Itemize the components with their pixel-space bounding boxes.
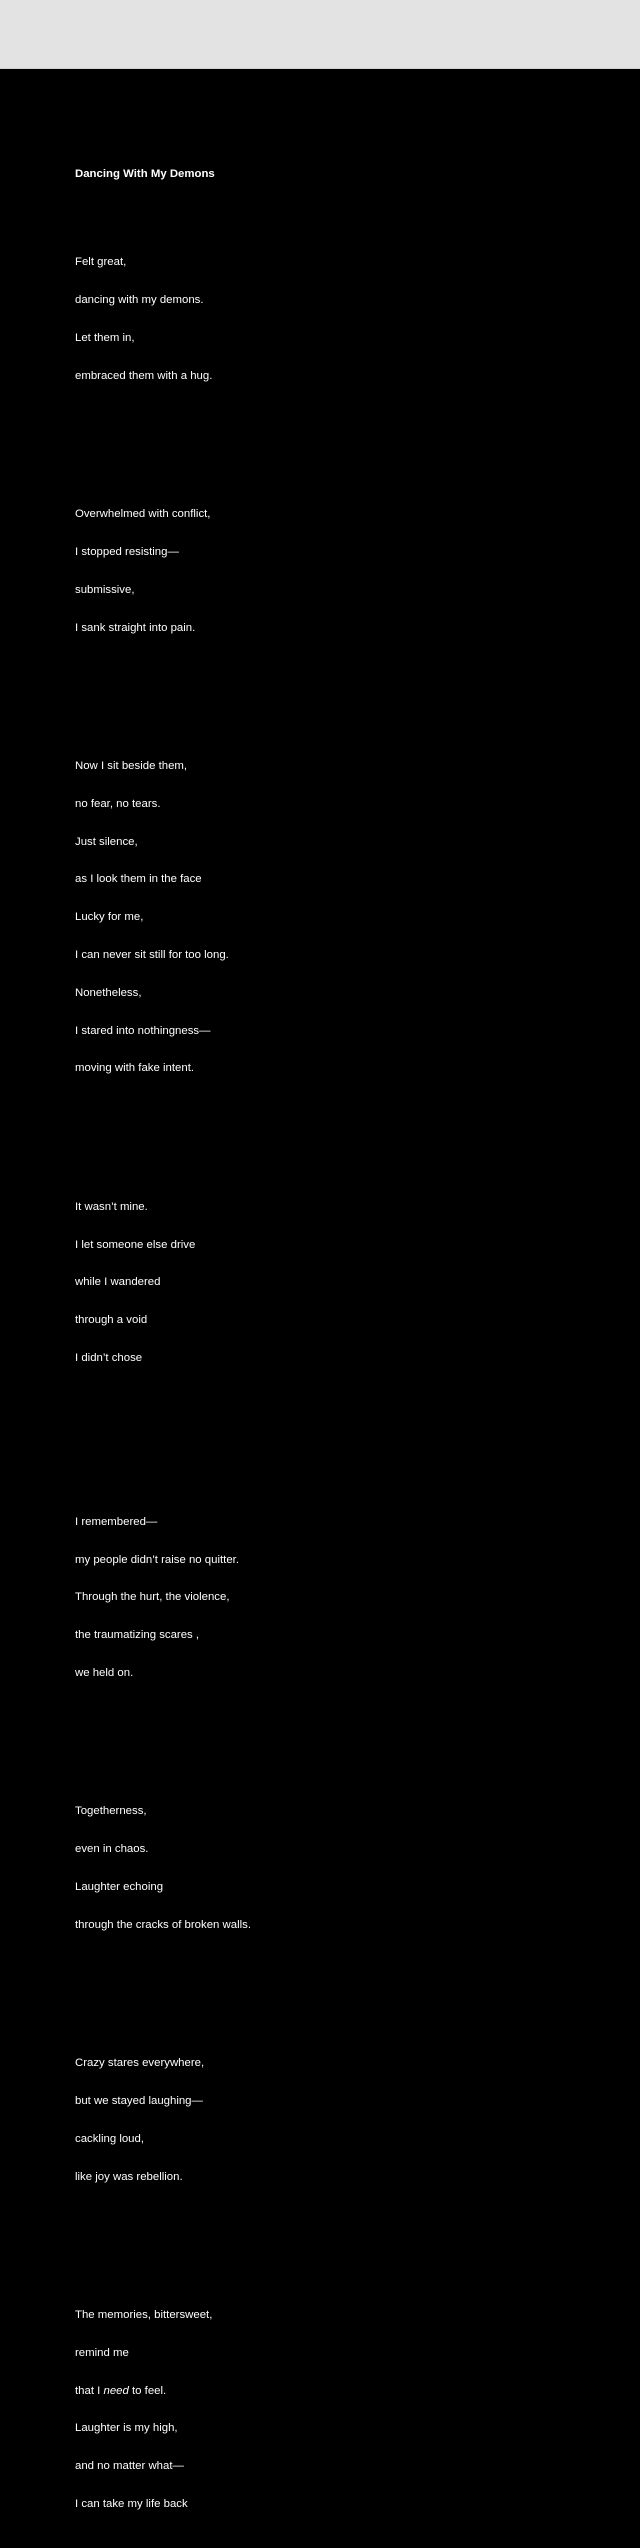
poem-line: I stared into nothingness—: [75, 1024, 211, 1037]
poem-line: Laughter is my high,: [75, 2422, 178, 2435]
poem-line: we held on.: [75, 1666, 134, 1679]
poem-line: I can never sit still for too long.: [75, 949, 229, 961]
poem-line: Laughter echoing: [75, 1880, 164, 1893]
stanza-1: [75, 231, 251, 407]
poem-line: I can take my life back: [75, 2498, 188, 2511]
poem-line: Let them in,: [75, 331, 135, 344]
poem-line: Just silence,: [75, 835, 138, 848]
poem-line: remind me: [75, 2346, 129, 2359]
poem-line: Through the hurt, the violence,: [75, 1591, 230, 1604]
line-text-after: to feel.: [128, 2384, 167, 2397]
top-toolbar-area: [0, 0, 640, 69]
stanza-8: [75, 2284, 251, 2536]
poem-line: submissive,: [75, 583, 135, 596]
poem-line: as I look them in the face: [75, 873, 202, 886]
poem-line: Crazy stares everywhere,: [75, 2057, 205, 2070]
poem-title: Dancing With My Demons: [75, 168, 215, 181]
poem-line: and no matter what—: [75, 2460, 184, 2473]
poem-line: moving with fake intent.: [75, 1062, 195, 1075]
poem-line: Felt great,: [75, 256, 127, 269]
stanza-2: [75, 483, 251, 659]
poem-line: Lucky for me,: [75, 911, 144, 924]
line-text-before: that I: [75, 2384, 104, 2397]
poem-line: through the cracks of broken walls.: [75, 1918, 252, 1931]
stanza-4: [75, 1176, 251, 1390]
poem-line: even in chaos.: [75, 1843, 149, 1856]
poem-line: my people didn’t raise no quitter.: [75, 1553, 239, 1566]
stanza-5: [75, 1491, 251, 1705]
poem-line: cackling loud,: [75, 2132, 145, 2145]
stanza-6: [75, 1780, 251, 1956]
poem-line: I let someone else drive: [75, 1238, 196, 1251]
poem-line: but we stayed laughing—: [75, 2095, 203, 2108]
emphasized-word: need: [103, 2384, 129, 2397]
poem-line-emphasis: [75, 2385, 251, 2398]
poem-line: Now I sit beside them,: [75, 760, 188, 773]
poem-line: like joy was rebellion.: [75, 2170, 183, 2183]
poem-line: through a void: [75, 1314, 148, 1327]
poem: [75, 143, 251, 2548]
stanza-7: [75, 2032, 251, 2208]
poem-line: I remembered—: [75, 1515, 158, 1528]
poem-line: Overwhelmed with conflict,: [75, 508, 211, 521]
poem-line: Togetherness,: [75, 1805, 147, 1818]
poem-line: I sank straight into pain.: [75, 621, 196, 634]
poem-line: dancing with my demons.: [75, 294, 204, 307]
poem-line: It wasn’t mine.: [75, 1200, 148, 1213]
poem-line: no fear, no tears.: [75, 797, 161, 810]
poem-line: embraced them with a hug.: [75, 369, 213, 382]
poem-line: I stopped resisting—: [75, 546, 179, 558]
poem-line: while I wandered: [75, 1276, 161, 1289]
poem-line: Nonetheless,: [75, 986, 142, 999]
stanza-3: [75, 735, 251, 1100]
poem-line: I didn’t chose: [75, 1352, 143, 1364]
poem-line: the traumatizing scares ,: [75, 1629, 200, 1642]
poem-line: The memories, bittersweet,: [75, 2309, 213, 2322]
